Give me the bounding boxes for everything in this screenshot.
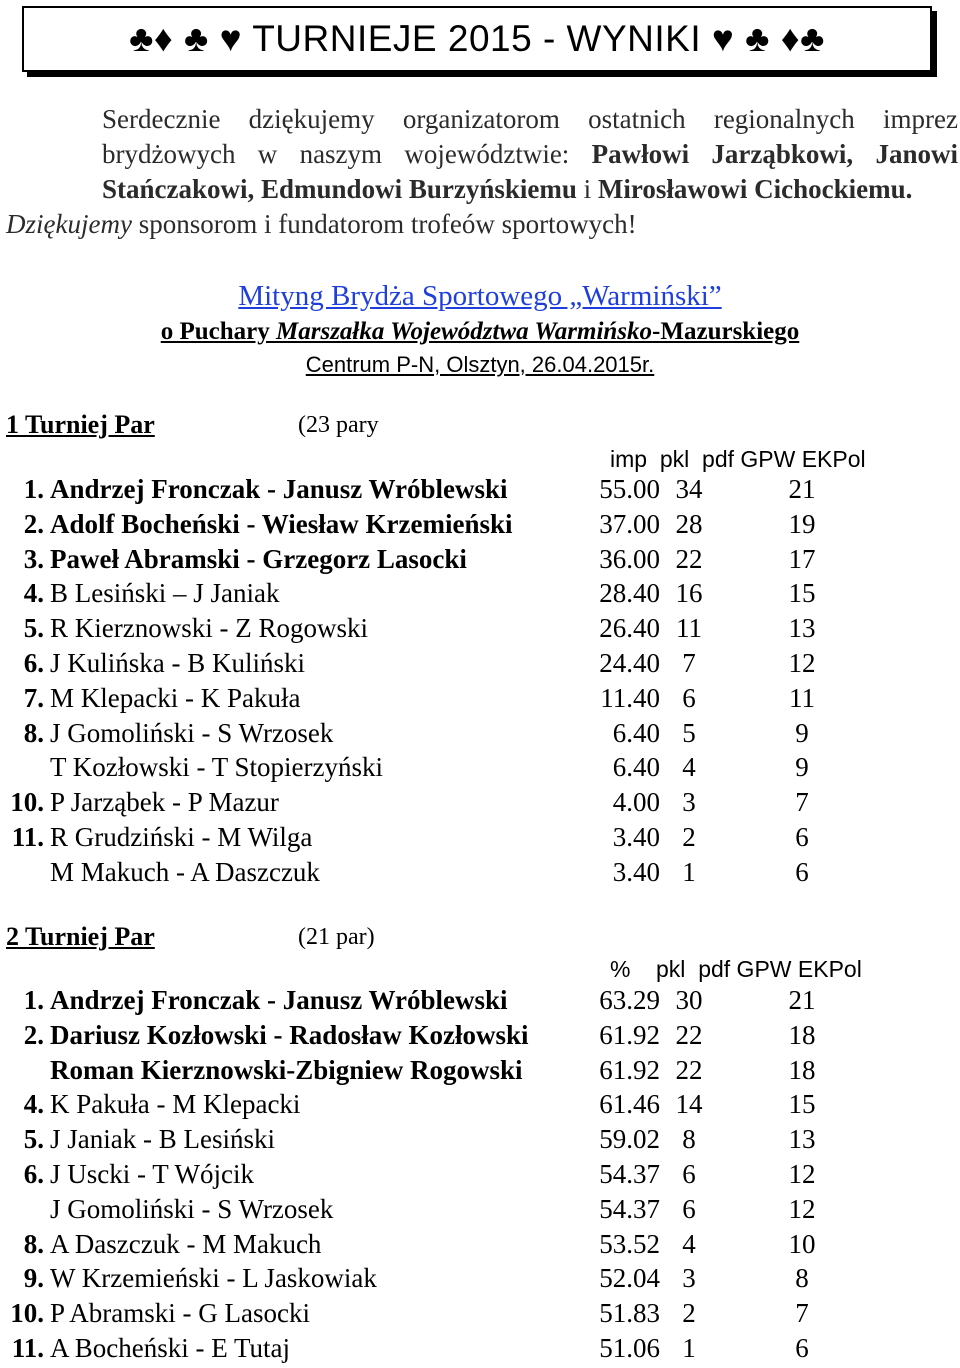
row-gpw: 6 bbox=[795, 822, 809, 852]
row-pkl: 22 bbox=[675, 1054, 703, 1085]
row-pkl: 22 bbox=[675, 1019, 703, 1050]
row-pkl: 6 bbox=[682, 682, 696, 713]
table-row bbox=[0, 1263, 960, 1298]
table-row bbox=[0, 857, 960, 892]
row-pkl: 5 bbox=[682, 717, 696, 748]
event-title: Mityng Brydża Sportowego „Warmiński” bbox=[238, 280, 722, 312]
row-gpw: 13 bbox=[788, 613, 816, 644]
row-gpw: 12 bbox=[788, 1193, 816, 1224]
intro-thanks bbox=[6, 207, 958, 242]
intro-text bbox=[6, 102, 958, 207]
table-row bbox=[0, 1333, 960, 1368]
table-row bbox=[0, 985, 960, 1020]
row-pkl: 3 bbox=[682, 787, 696, 818]
row-names: P Abramski - G Lasocki bbox=[50, 1298, 310, 1329]
row-pkl: 4 bbox=[682, 752, 696, 783]
row-gpw: 15 bbox=[788, 1089, 816, 1120]
event-subtitle-b: Marszałka Województwa Warmińsko bbox=[276, 318, 653, 345]
row-pkl: 28 bbox=[675, 508, 703, 539]
row-gpw: 10 bbox=[788, 1228, 816, 1259]
row-score: 11.40 bbox=[600, 682, 660, 713]
tournament1-title: 1 Turniej Par bbox=[6, 410, 155, 439]
row-rank: 8. bbox=[23, 717, 44, 748]
row-rank: 2. bbox=[23, 1019, 44, 1050]
page-title-box bbox=[22, 6, 932, 72]
row-gpw: 6 bbox=[795, 856, 809, 887]
row-rank: 2. bbox=[23, 508, 44, 539]
row-gpw: 21 bbox=[788, 474, 816, 504]
tournament1-headers: imp pkl pdf GPW EKPol bbox=[610, 446, 866, 472]
intro-and: i bbox=[576, 174, 598, 204]
row-gpw: 11 bbox=[789, 682, 815, 713]
table-row bbox=[0, 474, 960, 509]
row-names: J Uscki - T Wójcik bbox=[50, 1159, 254, 1189]
row-rank: 8. bbox=[23, 1228, 44, 1259]
row-rank: 1. bbox=[23, 985, 44, 1015]
table-row bbox=[0, 683, 960, 718]
row-names: Andrzej Fronczak - Janusz Wróblewski bbox=[50, 985, 508, 1015]
table-row bbox=[0, 822, 960, 857]
table-row bbox=[0, 1159, 960, 1194]
intro-line1: Serdecznie dziękujemy organizatorom ostatnich regionalnych imprez brydżowych w naszym województwie: bbox=[102, 104, 958, 169]
table-row bbox=[0, 613, 960, 648]
row-names: Paweł Abramski - Grzegorz Lasocki bbox=[50, 543, 467, 574]
row-gpw: 21 bbox=[788, 985, 816, 1015]
row-rank: 4. bbox=[23, 578, 44, 609]
row-rank: 4. bbox=[23, 1089, 44, 1120]
row-gpw: 8 bbox=[795, 1263, 809, 1294]
row-score: 52.04 bbox=[599, 1263, 660, 1294]
row-names: M Makuch - A Daszczuk bbox=[50, 856, 320, 887]
row-score: 51.06 bbox=[599, 1333, 660, 1363]
row-pkl: 2 bbox=[682, 822, 696, 852]
row-names: J Gomoliński - S Wrzosek bbox=[50, 1193, 334, 1224]
table-row bbox=[0, 578, 960, 613]
row-rank: 9. bbox=[23, 1263, 44, 1294]
row-rank: 7. bbox=[23, 682, 44, 713]
table-row bbox=[0, 718, 960, 753]
row-score: 24.40 bbox=[599, 648, 660, 678]
table-row bbox=[0, 509, 960, 544]
tournament1-count: (23 pary bbox=[298, 412, 379, 438]
row-names: A Daszczuk - M Makuch bbox=[50, 1228, 322, 1259]
table-row bbox=[0, 544, 960, 579]
table-row bbox=[0, 1229, 960, 1264]
row-score: 4.00 bbox=[612, 787, 660, 818]
row-pkl: 30 bbox=[675, 985, 703, 1015]
table-row bbox=[0, 1124, 960, 1159]
row-gpw: 12 bbox=[788, 648, 816, 678]
row-gpw: 7 bbox=[795, 787, 809, 818]
table-row bbox=[0, 752, 960, 787]
row-pkl: 11 bbox=[676, 613, 702, 644]
row-pkl: 1 bbox=[682, 856, 696, 887]
row-names: Adolf Bocheński - Wiesław Krzemieński bbox=[50, 508, 513, 539]
row-pkl: 7 bbox=[682, 648, 696, 678]
row-names: Roman Kierznowski-Zbigniew Rogowski bbox=[50, 1054, 523, 1085]
row-gpw: 7 bbox=[795, 1298, 809, 1329]
row-score: 54.37 bbox=[599, 1159, 660, 1189]
row-rank: 10. bbox=[10, 1298, 44, 1329]
table-row bbox=[0, 787, 960, 822]
row-gpw: 9 bbox=[795, 752, 809, 783]
row-names: Dariusz Kozłowski - Radosław Kozłowski bbox=[50, 1019, 529, 1050]
row-score: 51.83 bbox=[599, 1298, 660, 1329]
row-score: 63.29 bbox=[599, 985, 660, 1015]
row-names: T Kozłowski - T Stopierzyński bbox=[50, 752, 383, 783]
row-rank: 10. bbox=[10, 787, 44, 818]
row-pkl: 8 bbox=[682, 1124, 696, 1155]
row-pkl: 6 bbox=[682, 1193, 696, 1224]
row-names: J Kulińska - B Kuliński bbox=[50, 648, 306, 678]
table-row bbox=[0, 648, 960, 683]
row-rank: 5. bbox=[23, 613, 44, 644]
row-gpw: 18 bbox=[788, 1054, 816, 1085]
row-score: 55.00 bbox=[599, 474, 660, 504]
intro-thanks-italic: Dziękujemy bbox=[6, 209, 132, 239]
row-rank: 5. bbox=[23, 1124, 44, 1155]
row-rank: 6. bbox=[23, 648, 44, 678]
row-score: 61.92 bbox=[599, 1054, 660, 1085]
row-names: B Lesiński – J Janiak bbox=[50, 578, 280, 609]
row-names: P Jarząbek - P Mazur bbox=[50, 787, 279, 818]
row-pkl: 1 bbox=[682, 1333, 696, 1363]
table-row bbox=[0, 1089, 960, 1124]
row-rank: 6. bbox=[23, 1159, 44, 1189]
row-score: 6.40 bbox=[612, 717, 660, 748]
event-subtitle-a: o Puchary bbox=[160, 318, 277, 345]
row-pkl: 3 bbox=[682, 1263, 696, 1294]
row-rank: 11. bbox=[11, 822, 44, 852]
row-gpw: 12 bbox=[788, 1159, 816, 1189]
row-rank: 3. bbox=[23, 543, 44, 574]
row-pkl: 14 bbox=[675, 1089, 703, 1120]
row-pkl: 22 bbox=[675, 543, 703, 574]
row-pkl: 16 bbox=[675, 578, 703, 609]
event-place: Centrum P-N, Olsztyn, 26.04.2015r. bbox=[305, 352, 655, 377]
row-names: W Krzemieński - L Jaskowiak bbox=[50, 1263, 377, 1294]
row-score: 53.52 bbox=[599, 1228, 660, 1259]
row-names: R Kierznowski - Z Rogowski bbox=[50, 613, 368, 644]
row-score: 3.40 bbox=[612, 822, 660, 852]
row-rank: 11. bbox=[11, 1333, 44, 1363]
table-row bbox=[0, 1020, 960, 1055]
row-names: Andrzej Fronczak - Janusz Wróblewski bbox=[50, 474, 508, 504]
row-gpw: 18 bbox=[788, 1019, 816, 1050]
row-gpw: 19 bbox=[788, 508, 816, 539]
tournament2-title: 2 Turniej Par bbox=[6, 922, 155, 951]
intro-organizers: Pawłowi Jarząbkowi, Janowi Stańczakowi, Edmundowi Burzyńskiemu bbox=[102, 139, 958, 204]
intro-paragraph bbox=[6, 102, 958, 242]
row-names: R Grudziński - M Wilga bbox=[50, 822, 313, 852]
row-rank: 1. bbox=[23, 474, 44, 504]
row-pkl: 34 bbox=[675, 474, 703, 504]
tournament2-count: (21 par) bbox=[298, 924, 375, 950]
row-score: 28.40 bbox=[599, 578, 660, 609]
row-score: 61.92 bbox=[599, 1019, 660, 1050]
row-score: 59.02 bbox=[599, 1124, 660, 1155]
row-gpw: 9 bbox=[795, 717, 809, 748]
row-names: M Klepacki - K Pakuła bbox=[50, 682, 301, 713]
row-pkl: 6 bbox=[682, 1159, 696, 1189]
row-gpw: 6 bbox=[795, 1333, 809, 1363]
table-row bbox=[0, 1298, 960, 1333]
row-names: K Pakuła - M Klepacki bbox=[50, 1089, 301, 1120]
row-gpw: 13 bbox=[788, 1124, 816, 1155]
row-score: 61.46 bbox=[599, 1089, 660, 1120]
row-pkl: 4 bbox=[682, 1228, 696, 1259]
event-subtitle-c: -Mazurskiego bbox=[652, 318, 800, 345]
intro-thanks-rest: sponsorom i fundatorom trofeów sportowych! bbox=[131, 209, 637, 239]
event-subtitle bbox=[0, 318, 960, 346]
row-score: 6.40 bbox=[612, 752, 660, 783]
row-names: J Gomoliński - S Wrzosek bbox=[50, 717, 334, 748]
row-score: 3.40 bbox=[612, 856, 660, 887]
row-pkl: 2 bbox=[682, 1298, 696, 1329]
row-score: 54.37 bbox=[599, 1193, 660, 1224]
table-row bbox=[0, 1194, 960, 1229]
tournament2-headers: % pkl pdf GPW EKPol bbox=[610, 956, 862, 982]
row-score: 26.40 bbox=[599, 613, 660, 644]
row-gpw: 15 bbox=[788, 578, 816, 609]
row-score: 36.00 bbox=[599, 543, 660, 574]
row-names: J Janiak - B Lesiński bbox=[50, 1124, 275, 1155]
row-names: A Bocheński - E Tutaj bbox=[50, 1333, 291, 1363]
intro-organizer-last: Mirosławowi Cichockiemu. bbox=[597, 174, 913, 204]
row-score: 37.00 bbox=[599, 508, 660, 539]
table-row bbox=[0, 1055, 960, 1090]
row-gpw: 17 bbox=[788, 543, 816, 574]
page-title: ♣♦ ♣ ♥ TURNIEJE 2015 - WYNIKI ♥ ♣ ♦♣ bbox=[129, 18, 825, 59]
